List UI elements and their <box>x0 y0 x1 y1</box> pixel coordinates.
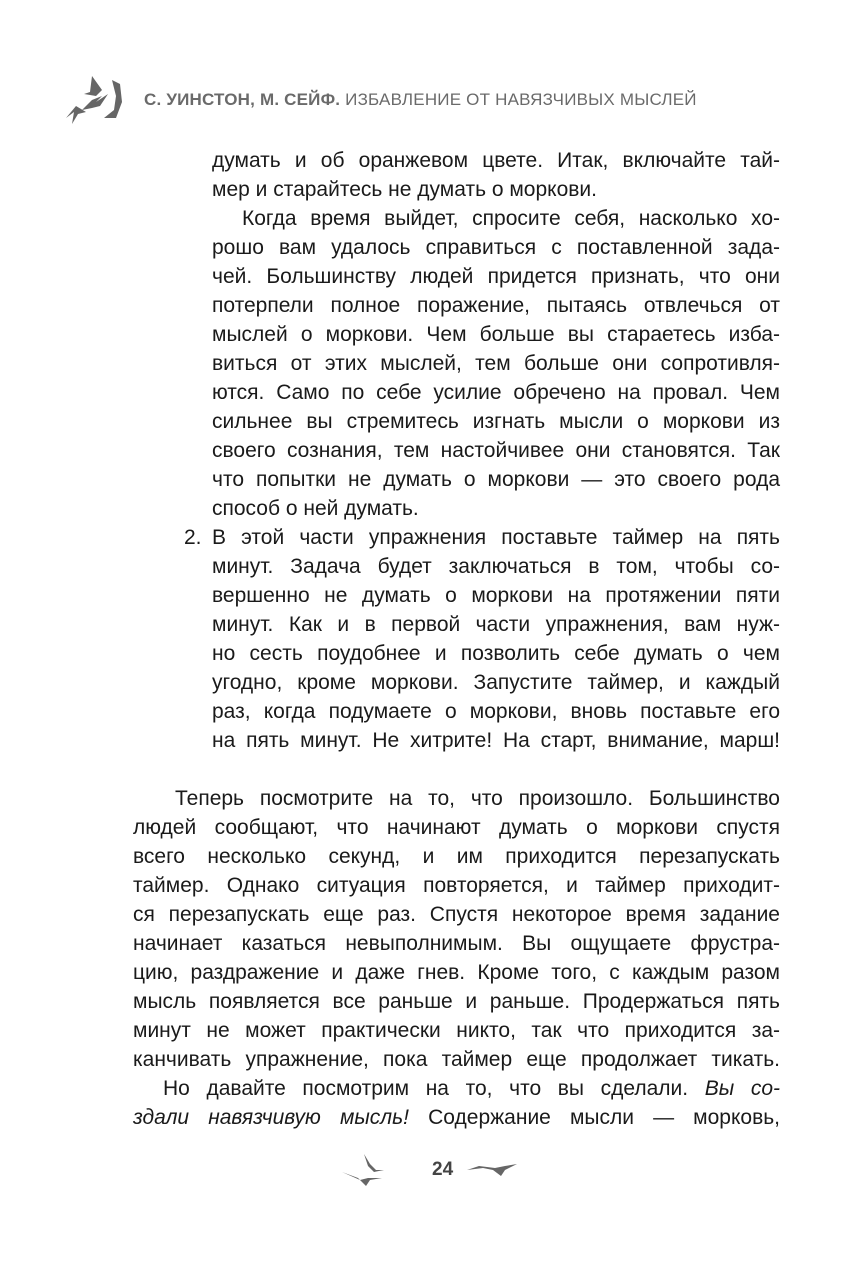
text-line: раз, когда подумаете о моркови, вновь поставьте его <box>212 700 780 723</box>
page-footer <box>340 1150 521 1190</box>
birds-right-icon <box>465 1150 521 1190</box>
text-line: своего сознания, тем настойчивее они становятся. Так <box>212 439 780 462</box>
text-line: потерпели полное поражение, пытаясь отвлечься от <box>212 294 780 317</box>
text-column <box>133 146 780 1132</box>
text-line: В этой части упражнения поставьте таймер на пять <box>212 526 780 549</box>
birds-logo-icon <box>62 72 132 128</box>
italic-run: здали навязчивую мысль! <box>133 1106 410 1129</box>
text-line: таймер. Однако ситуация повторяется, и таймер приходит- <box>133 874 780 897</box>
text-line: мыслей о моркови. Чем больше вы стараетесь изба- <box>212 323 780 346</box>
text-line: вершенно не думать о моркови на протяжении пяти <box>212 584 780 607</box>
text-line: способ о ней думать. <box>212 497 419 520</box>
text-line <box>133 1074 780 1103</box>
text-line: думать и об оранжевом цвете. Итак, включайте тай- <box>212 149 780 172</box>
text-line: виться от этих мыслей, тем больше они сопротивля- <box>212 352 780 375</box>
header-authors: С. УИНСТОН, М. СЕЙФ. <box>144 90 341 109</box>
text-line: цию, раздражение и даже гнев. Кроме того, с каждым разом <box>133 961 780 984</box>
text-line: людей сообщают, что начинают думать о моркови спустя <box>133 816 780 839</box>
text-line: что попытки не думать о моркови — это своего рода <box>212 468 780 491</box>
text-line: на пять минут. Не хитрите! На старт, внимание, марш! <box>212 729 780 752</box>
text-line: начинает казаться невыполнимым. Вы ощущаете фрустра- <box>133 932 780 955</box>
text-line: всего несколько секунд, и им приходится перезапускать <box>133 845 780 868</box>
text-line: минут. Как и в первой части упражнения, вам нуж- <box>212 613 780 636</box>
list-item-1-continuation <box>212 146 780 523</box>
list-item-2 <box>184 523 780 755</box>
running-header <box>62 72 697 128</box>
italic-run: Вы со- <box>704 1077 781 1100</box>
text-line: минут не может практически никто, так что приходится за- <box>133 1019 780 1042</box>
text-line: канчивать упражнение, пока таймер еще продолжает тикать. <box>133 1048 780 1071</box>
text-line: Теперь посмотрите на то, что произошло. Большинство <box>175 787 780 810</box>
text-run: Но давайте посмотрим на то, что вы сделали. <box>163 1077 689 1100</box>
text-line: чей. Большинству людей придется признать, что они <box>212 265 780 288</box>
text-line: Когда время выйдет, спросите себя, насколько хо- <box>242 207 780 230</box>
text-line: рошо вам удалось справиться с поставленной зада- <box>212 236 780 259</box>
text-line: мер и старайтесь не думать о моркови. <box>212 178 597 201</box>
page-number: 24 <box>432 1159 454 1180</box>
text-line <box>133 1103 780 1132</box>
header-title: ИЗБАВЛЕНИЕ ОТ НАВЯЗЧИВЫХ МЫСЛЕЙ <box>345 90 697 109</box>
text-line: ются. Само по себе усилие обречено на провал. Чем <box>212 381 780 404</box>
text-line: минут. Задача будет заключаться в том, чтобы со- <box>212 555 780 578</box>
list-number: 2. <box>184 526 202 549</box>
text-line: мысль появляется все раньше и раньше. Продержаться пять <box>133 990 780 1013</box>
text-line: ся перезапускать еще раз. Спустя некоторое время задание <box>133 903 780 926</box>
birds-left-icon <box>340 1150 420 1190</box>
text-line: сильнее вы стремитесь изгнать мысли о моркови из <box>212 410 780 433</box>
text-run: Содержание мысли — морковь, <box>428 1106 780 1129</box>
body-paragraph <box>133 784 780 1132</box>
header-text <box>144 90 697 110</box>
text-line: но сесть поудобнее и позволить себе думать о чем <box>212 642 780 665</box>
text-line: угодно, кроме моркови. Запустите таймер, и каждый <box>212 671 780 694</box>
